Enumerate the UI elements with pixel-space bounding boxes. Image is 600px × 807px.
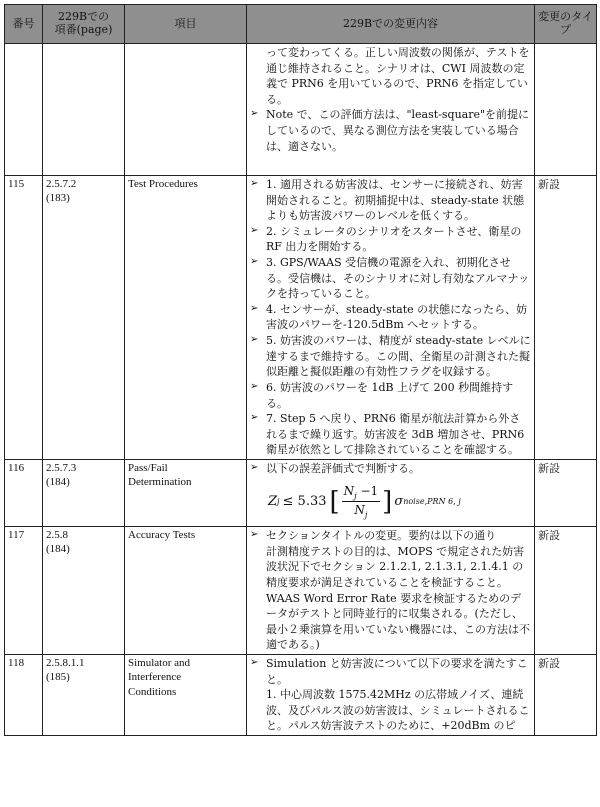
bullet-item: ➢ セクションタイトルの変更。要約は以下の通り <box>250 529 497 543</box>
table-row-continued <box>5 44 597 176</box>
content-text: 1. 中心周波数 1575.42MHz の広帯域ノイズ、連続波、及びパルス波の妨害波は、シミュレートされること。パルス妨害波テストのために、+20dBm のピ <box>266 688 530 733</box>
item-title: Pass/Fail Determination <box>125 459 247 526</box>
bullet-item: ➢ 3. GPS/WAAS 受信機の電源を入れ、初期化させる。受信機は、そのシナリオに対し有効なアルマナックを持っていること。 <box>250 256 530 301</box>
header-item: 項目 <box>125 5 247 44</box>
content-text: って変わってくる。正しい周波数の関係が、テストを通じ維持されること。シナリオは、CWI 周波数の定義で PRN6 を用いているので、PRN6 を指定している。 <box>266 46 530 106</box>
procedure-list <box>250 177 531 458</box>
change-type: 新設 <box>535 654 597 735</box>
item-title: Simulator and Interference Conditions <box>125 654 247 735</box>
content-text: 計測精度テストの目的は、MOPS で規定された妨害波状況下でセクション 2.1.2.1, 2.1.3.1, 2.1.4.1 の精度要求が満足されていることを検証すること。WAAS Word Error Rate 要求を検証するためのデータがテストと同時並行的に収集される。(ただし、最小２乗演算を用いていない機器には、この方法は不適である。) <box>266 544 530 652</box>
change-type: 新設 <box>535 176 597 460</box>
arrow-bullet-icon: ➢ <box>250 256 259 268</box>
change-type: 新設 <box>535 527 597 655</box>
item-title: Accuracy Tests <box>125 527 247 655</box>
table-row-118 <box>5 654 597 735</box>
bullet-item: ➢ 以下の誤差評価式で判断する。 <box>250 461 420 475</box>
row-number: 118 <box>5 654 43 735</box>
arrow-bullet-icon: ➢ <box>250 412 259 424</box>
arrow-bullet-icon: ➢ <box>250 656 259 668</box>
section-number: 2.5.7.2 (183) <box>43 176 125 460</box>
table-row-115 <box>5 176 597 460</box>
table-row-117 <box>5 527 597 655</box>
arrow-bullet-icon: ➢ <box>250 380 259 392</box>
bullet-item: ➢ 2. シミュレータのシナリオをスタートさせ、衛星の RF 出力を開始する。 <box>250 224 522 254</box>
header-content: 229Bでの変更内容 <box>247 5 535 44</box>
arrow-bullet-icon: ➢ <box>250 334 259 346</box>
section-number: 2.5.8 (184) <box>43 527 125 655</box>
change-table <box>4 4 597 736</box>
arrow-bullet-icon: ➢ <box>250 108 259 120</box>
header-no: 番号 <box>5 5 43 44</box>
header-type: 変更のタイプ <box>535 5 597 44</box>
bullet-item: ➢ 4. センサーが、steady-state の状態になったら、妨害波のパワーを-120.5dBm へセットする。 <box>250 302 528 332</box>
arrow-bullet-icon: ➢ <box>250 302 259 314</box>
arrow-bullet-icon: ➢ <box>250 178 259 189</box>
header-item-no: 229Bでの 項番(page) <box>43 5 125 44</box>
section-number: 2.5.7.3 (184) <box>43 459 125 526</box>
row-number: 115 <box>5 176 43 460</box>
item-title: Test Procedures <box>125 176 247 460</box>
arrow-bullet-icon: ➢ <box>250 529 259 541</box>
header-row <box>5 5 597 44</box>
change-type: 新設 <box>535 459 597 526</box>
bullet-item: ➢ 7. Step 5 へ戻り、PRN6 衛星が航法計算から外されるまで繰り返す。妨害波を 3dB 増加させ、PRN6 衛星が依然として排除されていることを確認する。 <box>250 412 525 457</box>
bullet-item: ➢ Note で、この評価方法は、"least-square"を前提にしているので、異なる測位方法を実装している場合は、適さない。 <box>250 108 530 153</box>
table-row-116 <box>5 459 597 526</box>
row-number: 117 <box>5 527 43 655</box>
section-number: 2.5.8.1.1 (185) <box>43 654 125 735</box>
arrow-bullet-icon: ➢ <box>250 461 259 473</box>
bullet-item: ➢ 6. 妨害波のパワーを 1dB 上げて 200 秒間維持する。 <box>250 380 514 410</box>
row-number: 116 <box>5 459 43 526</box>
bullet-item: ➢ 1. 適用される妨害波は、センサーに接続され、妨害開始されること。初期捕捉中は、steady-state 状態よりも妨害波パワーのレベルを低くする。 <box>250 178 525 223</box>
bullet-item: ➢ Simulation と妨害波について以下の要求を満たすこと。 <box>250 656 528 686</box>
bullet-item: ➢ 5. 妨害波のパワーは、精度が steady-state レベルに達するまで維持する。この間、全衛星の計測された擬似距離と擬似距離の有効性フラグを収録する。 <box>250 334 531 379</box>
arrow-bullet-icon: ➢ <box>250 224 259 236</box>
pass-fail-equation: Z j ≤ 5.33 [ $\frac{N_j -1}{N_j}$ ] σ noise,PRN 6, j <box>268 483 461 520</box>
